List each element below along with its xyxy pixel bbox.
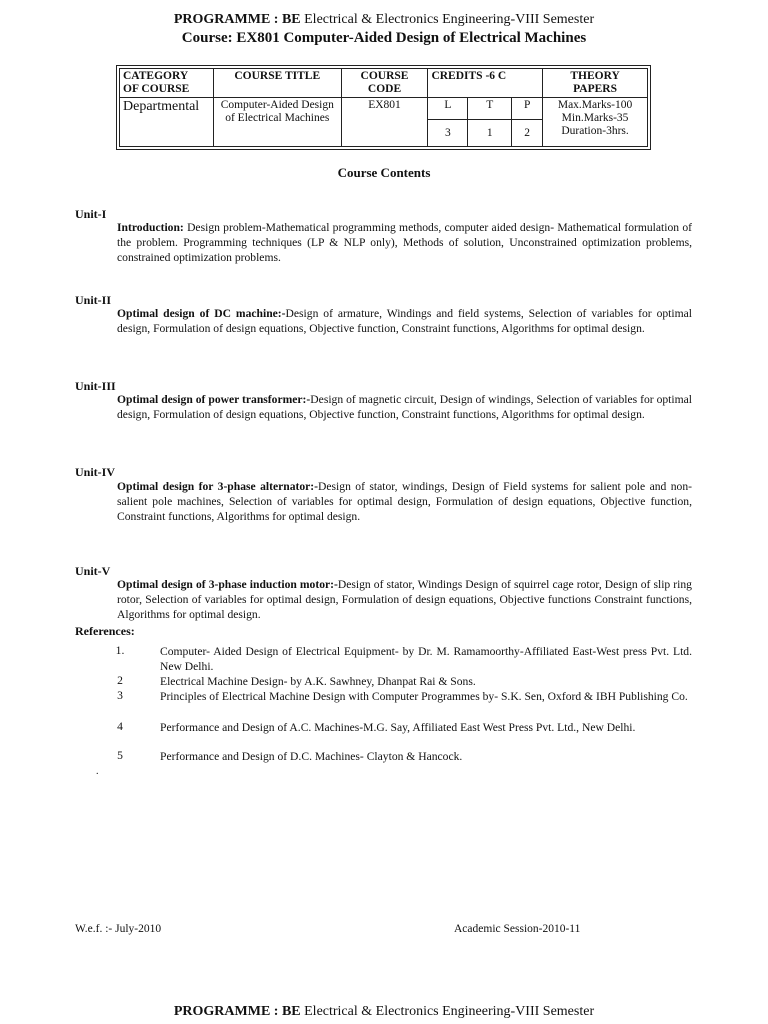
- reference-text: Principles of Electrical Machine Design with Computer Programmes by- S.K. Sen, Oxford & IBH Publishing Co.: [160, 690, 688, 703]
- reference-text: Performance and Design of A.C. Machines-M.G. Say, Affiliated East West Press Pvt. Ltd., New Delhi.: [160, 721, 636, 734]
- unit-3-label: Unit-III: [75, 379, 116, 393]
- reference-number: 1.: [115, 644, 125, 657]
- academic-session: Academic Session-2010-11: [454, 923, 581, 935]
- cell-p-label: P: [512, 98, 543, 120]
- cell-t-value: 1: [468, 120, 512, 147]
- cell-l-value: 3: [428, 120, 468, 147]
- wef-date: W.e.f. :- July-2010: [75, 923, 162, 935]
- unit-5-body: Optimal design of 3-phase induction motor:-Design of stator, Windings Design of squirrel cage rotor, Design of slip ring rotor, Selection of variables for optimal design, Formulation of design equations, Objective functions Constraint functions, Algorithms for optimal design.: [117, 578, 692, 622]
- reference-number: 4: [117, 720, 123, 733]
- stray-dot: .: [96, 766, 99, 777]
- cell-marks: Max.Marks-100 Min.Marks-35 Duration-3hrs.: [543, 98, 648, 147]
- reference-text: Performance and Design of D.C. Machines- Clayton & Hancock.: [160, 750, 463, 763]
- header-category: CATEGORY OF COURSE: [120, 69, 214, 98]
- programme-label: PROGRAMME : BE: [173, 1004, 301, 1019]
- header-course-title: COURSE TITLE: [213, 69, 341, 98]
- course-contents-title: Course Contents: [337, 165, 431, 180]
- unit-5-label: Unit-V: [75, 564, 111, 578]
- reference-number: 5: [117, 749, 123, 762]
- cell-p-value: 2: [512, 120, 543, 147]
- programme-label: PROGRAMME : BE: [173, 12, 301, 27]
- reference-number: 3: [117, 689, 123, 702]
- unit-3-body: Optimal design of power transformer:-Design of magnetic circuit, Design of windings, Selection of variables for optimal design, Formulation of design equations, Objective function, Constraint functions, Algorithms for optimal design.: [117, 393, 693, 422]
- reference-number: 2: [117, 674, 123, 687]
- cell-t-label: T: [468, 98, 512, 120]
- unit-4-label: Unit-IV: [75, 465, 116, 479]
- unit-1-label: Unit-I: [75, 207, 107, 221]
- cell-l-label: L: [428, 98, 468, 120]
- course-title: Course: EX801 Computer-Aided Design of Electrical Machines: [181, 30, 587, 46]
- reference-text: Electrical Machine Design- by A.K. Sawhney, Dhanpat Rai & Sons.: [160, 675, 476, 688]
- programme-header: [0, 12, 768, 28]
- unit-2-body: Optimal design of DC machine:-Design of armature, Windings and field systems, Selection of variables for optimal design, Formulation of design equations, Objective function, Constraint functions, Algorithms for optimal design.: [117, 307, 692, 336]
- unit-1-body: Introduction: Design problem-Mathematical programming methods, computer aided design- Mathematical formulation of the problem. Programming techniques (LP & NLP only), Methods of solution, Unconstrained optimization problems, constrained optimization problems.: [117, 221, 692, 265]
- programme-name: Electrical & Electronics Engineering-VIII Semester: [304, 1004, 595, 1019]
- cell-course-title: Computer-Aided Design of Electrical Machines: [213, 98, 341, 147]
- cell-course-code: EX801: [341, 98, 428, 147]
- programme-header-next-page: [0, 1004, 768, 1020]
- reference-text: Computer- Aided Design of Electrical Equipment- by Dr. M. Ramamoorthy-Affiliated East-West press Pvt. Ltd. New Delhi.: [160, 645, 692, 674]
- unit-2-label: Unit-II: [75, 293, 112, 307]
- header-course-code: COURSE CODE: [341, 69, 428, 98]
- header-theory-papers: THEORY PAPERS: [543, 69, 648, 98]
- unit-4-body: Optimal design for 3-phase alternator:-Design of stator, windings, Design of Field systems for salient pole and non-salient pole machines, Selection of variables for optimal design, Formulation of design equations, Objective function, Constraint functions, Algorithms for optimal design.: [117, 480, 692, 524]
- cell-category: Departmental: [120, 98, 214, 147]
- header-credits: CREDITS -6 C: [428, 69, 543, 98]
- course-table: [119, 68, 648, 147]
- references-label: References:: [75, 624, 135, 638]
- programme-name: Electrical & Electronics Engineering-VIII Semester: [304, 12, 595, 27]
